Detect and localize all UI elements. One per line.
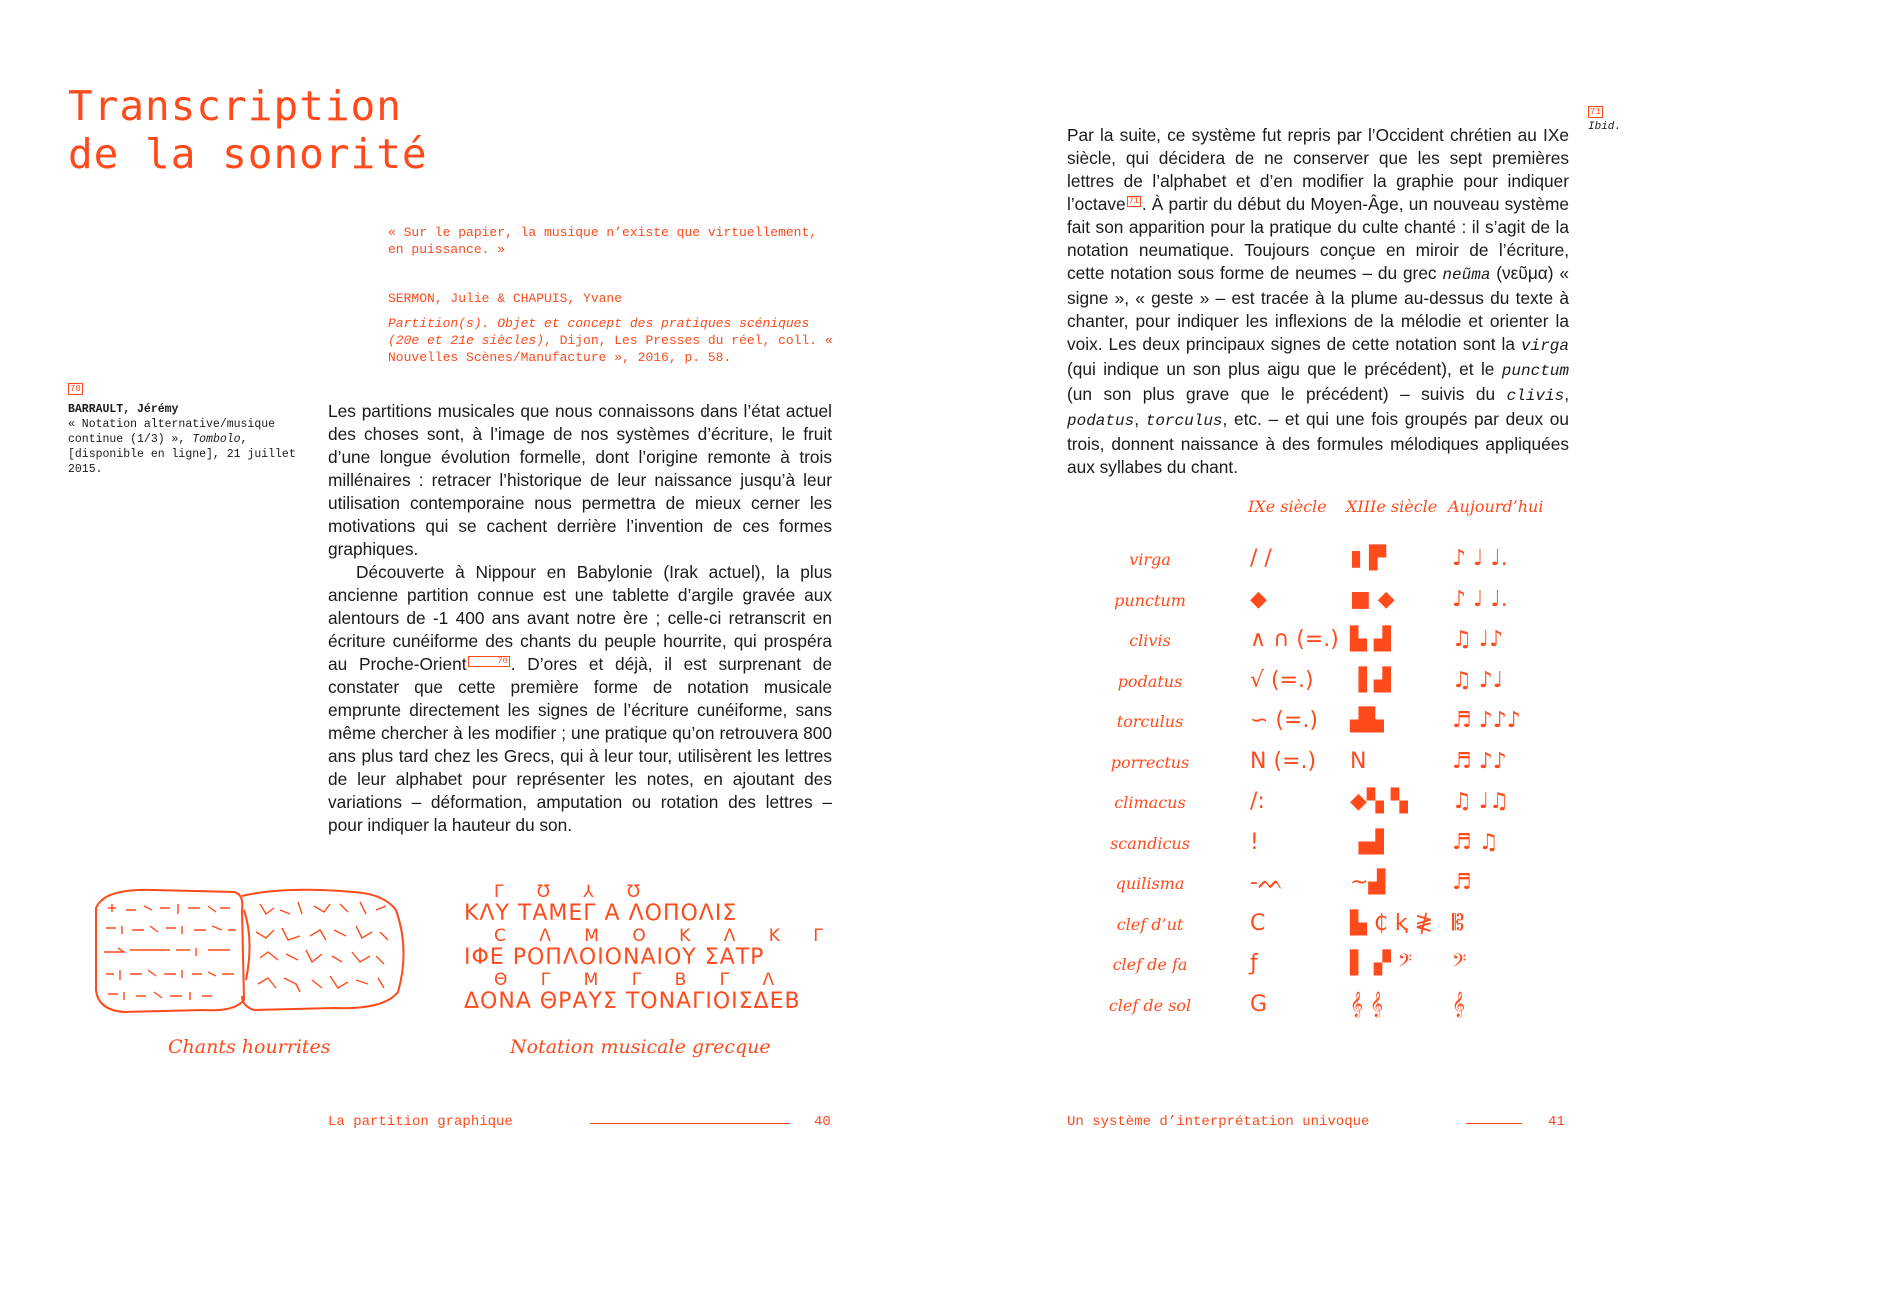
neume-today-glyph: ♬ ♫	[1452, 829, 1499, 855]
neume-xiii-glyph: ◆▚ ▚	[1350, 789, 1408, 814]
footer-rule-left	[590, 1123, 790, 1124]
neume-today-glyph: ♬ ♪♪♪	[1452, 708, 1521, 733]
page-number-right: 41	[1548, 1114, 1565, 1130]
neume-row-label: podatus	[1117, 671, 1183, 691]
footnote-marker: 70	[70, 384, 81, 394]
neume-row-label: porrectus	[1110, 752, 1190, 772]
footnote-text	[68, 417, 308, 477]
neume-ix-glyph: ƒ	[1250, 951, 1258, 976]
footnote-text-italic: Tombolo	[192, 433, 241, 446]
neume-today-glyph: 𝄢	[1452, 951, 1467, 976]
column-header-xiii: XIIIe siècle	[1346, 497, 1438, 516]
neume-row-label: climacus	[1114, 793, 1186, 812]
neume-ix-glyph: ∧ ∩ (=.)	[1250, 627, 1339, 652]
neume-ix-glyph: C	[1250, 910, 1266, 936]
paragraph-right-part-f: , etc. – et qui une fois groupés par deux ou trois, donnent naissance à des formules mélodiques appliquées aux syllabes du chant.	[1067, 409, 1569, 477]
neume-xiii-glyph: ▮ ▛	[1350, 546, 1387, 571]
neume-ix-glyph: !	[1250, 829, 1259, 855]
running-footer-right: Un système d’interprétation univoque	[1067, 1114, 1370, 1130]
paragraph-right-part-e: (un son plus grave que le précédent) – suivis du	[1067, 384, 1507, 404]
neume-row-label: scandicus	[1110, 833, 1190, 853]
neume-today-glyph: ♬ ♪♪	[1452, 748, 1507, 774]
epigraph-quote: « Sur le papier, la musique n’existe que virtuellement, en puissance. »	[388, 225, 818, 257]
footnote-text: Ibid.	[1588, 121, 1622, 133]
neume-ix-glyph: ◆	[1250, 586, 1267, 612]
column-header-ix: IXe siècle	[1248, 497, 1327, 516]
neume-ix-glyph: N (=.)	[1250, 748, 1317, 774]
neume-ix-glyph: -ᨓ	[1250, 870, 1285, 895]
footnote-70	[68, 383, 308, 477]
neume-row-label: clivis	[1129, 631, 1171, 650]
paragraph-1: Les partitions musicales que nous connaissons dans l’état actuel des choses sont, à l’image de nos systèmes d’écriture, le fruit d’une longue évolution formelle, dont l’origine remonte à trois millénaires : retracer l’historique de leur naissance jusqu’à leur utilisation contemporaine nous permettra de mieux cerner les motivations qui se cachent derrière l’invention de ces formes graphiques.	[328, 401, 832, 559]
neume-xiii-glyph: ▗▟	[1350, 829, 1384, 855]
paragraph-right-part-d: (qui indique un son plus aigu que le précédent), et le	[1067, 359, 1502, 379]
paragraph-right-part-a: Par la suite, ce système fut repris par l’Occident chrétien au IXe siècle, qui décidera de ne conserver que les sept premières lettres de l’alphabet et d’en modifier la graphie pour indiquer l’octave	[1067, 125, 1569, 214]
neume-today-glyph: ♫ ♪♩	[1452, 667, 1504, 693]
neume-ix-glyph: /:	[1250, 789, 1265, 814]
term-punctum: punctum	[1501, 362, 1569, 380]
neume-ix-glyph: ∽ (=.)	[1250, 708, 1319, 733]
separator-1: ,	[1564, 384, 1569, 404]
neume-xiii-glyph: ■ ◆	[1350, 586, 1395, 612]
neume-xiii-glyph: ▙ ₵ ⱪ ≹	[1350, 910, 1434, 936]
neume-ix-glyph: / /	[1250, 546, 1272, 571]
paragraph-right	[1067, 124, 1569, 479]
epigraph-reference	[388, 315, 834, 366]
neume-row-label: virga	[1129, 550, 1171, 569]
paragraph-right-part-c: (νεῦμα) « signe », « geste » – est tracée à la plume au-dessus du texte à chanter, pour indiquer les inflexions de la mélodie et orienter la voix. Les deux principaux signes de cette notation sont la	[1067, 263, 1569, 354]
neume-xiii-glyph: ▐ ▟	[1350, 667, 1391, 693]
neume-row-label: torculus	[1116, 712, 1184, 731]
footnote-text-pre: « Notation alternative/musique continue (1/3) »,	[68, 418, 276, 446]
title-line-2: de la sonorité	[68, 130, 428, 178]
neume-today-glyph: 𝄞	[1452, 991, 1466, 1017]
neume-row-label: punctum	[1114, 590, 1186, 610]
epigraph-ref-rest: , Dijon, Les Presses du réel, coll. « Nouvelles Scènes/Manufacture », 2016, p. 58.	[388, 333, 833, 365]
neume-xiii-glyph: N	[1350, 748, 1367, 774]
paragraph-2-part-b: . D’ores et déjà, il est surprenant de constater que cette première forme de notation musicale emprunte directement les signes de l’écriture cunéiforme, sans même chercher à les modifier ; une pratique qu’on retrouvera 800 ans plus tard chez les Grecs, qui à leur tour, utilisèrent les lettres de leur alphabet pour représenter les notes, en ajoutant des variations – déformation, amputation ou rotation des lettres – pour indiquer la hauteur du son.	[328, 654, 833, 835]
caption-greek-notation: Notation musicale grecque	[510, 1036, 771, 1058]
footnote-marker: 71	[1590, 107, 1601, 117]
footnote-ref-71[interactable]: 71	[1128, 196, 1139, 207]
epigraph	[388, 224, 834, 366]
paragraph-2-part-a: Découverte à Nippour en Babylonie (Irak actuel), la plus ancienne partition connue est une tablette d’argile gravée aux alentours de -1 400 ans avant notre ère ; celle-ci retranscrit en écriture cunéiforme des chants du peuple hourrite, qui prospéra au Proche-Orient	[328, 562, 832, 674]
term-clivis: clivis	[1506, 387, 1565, 405]
epigraph-author: SERMON, Julie & CHAPUIS, Yvane	[388, 291, 623, 306]
neume-ix-glyph: √ (=.)	[1250, 667, 1314, 693]
footnote-71	[1588, 106, 1648, 134]
greek-notation-illustration	[464, 882, 837, 1014]
neume-ix-glyph: G	[1250, 991, 1268, 1017]
epigraph-ref-title: Partition(s). Objet et concept des pratiques scéniques (20e et 21e siècles)	[388, 316, 810, 348]
footnote-ref-70[interactable]: 70	[468, 656, 510, 667]
neume-row-label: clef de sol	[1108, 995, 1192, 1015]
greek-line-6: ΔΟΝΑ ΘΡΑΥΣ ΤΟΝΑΓΙΟΙΣΔΕΒ	[464, 989, 801, 1014]
neume-today-glyph: ♪ ♩ ♩.	[1452, 586, 1508, 612]
hurrian-tablet-illustration	[84, 880, 414, 1020]
title-line-1: Transcription	[68, 82, 402, 130]
neume-today-glyph: 𝄡	[1452, 910, 1465, 936]
neume-today-glyph: ♬	[1452, 870, 1472, 895]
neume-today-glyph: ♪ ♩ ♩.	[1452, 546, 1508, 571]
caption-hurrian-chants: Chants hourrites	[168, 1036, 331, 1058]
neume-xiii-glyph: ~▟	[1350, 870, 1386, 895]
neume-row-label: clef d’ut	[1116, 914, 1184, 934]
footer-rule-right	[1466, 1123, 1522, 1124]
body-text-left	[328, 400, 832, 837]
neume-xiii-glyph: ▌ ▞ 𝄢	[1350, 951, 1412, 976]
term-neuma: neũma	[1442, 266, 1491, 284]
neume-today-glyph: ♫ ♩♪	[1452, 627, 1504, 652]
paragraph-2	[328, 561, 832, 837]
neume-row-label: quilisma	[1115, 874, 1185, 893]
greek-line-3: Ϲ Λ Μ Ο Κ Λ Κ Γ	[494, 926, 837, 946]
page-title	[68, 82, 428, 178]
separator-2: ,	[1134, 409, 1146, 429]
page-number-left: 40	[814, 1114, 831, 1130]
body-text-right	[1067, 124, 1569, 479]
greek-line-2: ΚΛΥ ΤΑΜΕΓ Α ΛΟΠΟΛΙΣ	[464, 901, 738, 926]
column-header-today: Aujourd’hui	[1448, 497, 1544, 516]
neume-xiii-glyph: ▟▙	[1350, 708, 1384, 733]
term-virga: virga	[1520, 337, 1569, 355]
greek-line-5: Θ Γ Μ Γ Β Γ Λ	[494, 970, 789, 990]
neume-xiii-glyph: ▙ ▟	[1350, 627, 1391, 652]
greek-line-4: ΙΦΕ ΡΟΠΛΟΙΟΝΑΙΟΥ ΣΑΤΡ	[464, 945, 765, 970]
greek-line-1: Γ Ʊ ⅄ Ʊ	[494, 882, 655, 902]
term-podatus: podatus	[1067, 412, 1135, 430]
term-torculus: torculus	[1145, 412, 1223, 430]
neume-row-label: clef de fa	[1112, 955, 1188, 974]
neume-today-glyph: ♫ ♩♫	[1452, 789, 1509, 814]
footnote-author: BARRAULT, Jérémy	[68, 403, 179, 416]
paragraph-right-part-b: . À partir du début du Moyen-Âge, un nouveau système fait son apparition pour la pratique du culte chanté : il s’agit de la notation neumatique. Toujours conçue en miroir de l’écriture, cette notation sous forme de neumes – du grec	[1067, 194, 1569, 283]
footnote-text-post: , [disponible en ligne], 21 juillet 2015.	[68, 433, 296, 476]
running-footer-left: La partition graphique	[328, 1114, 513, 1130]
neume-xiii-glyph: 𝄞 𝄞	[1350, 991, 1383, 1017]
